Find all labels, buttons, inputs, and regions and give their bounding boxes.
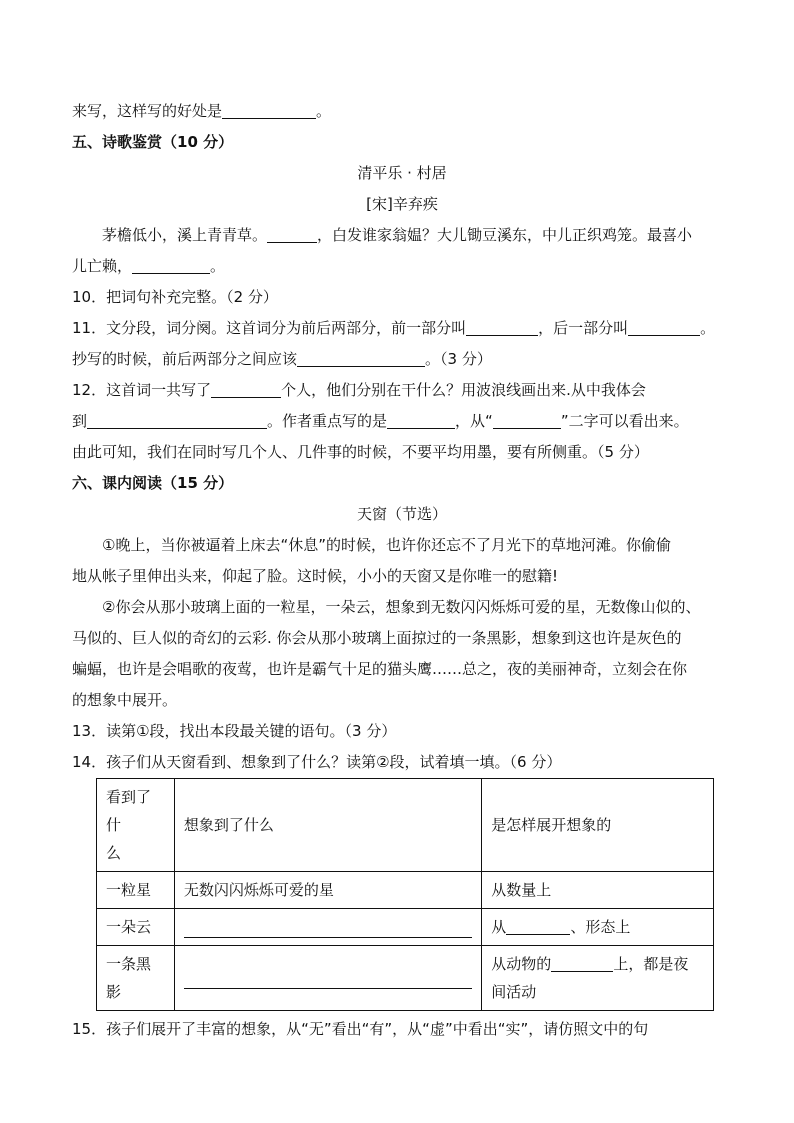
cell-line: 间活动: [491, 983, 537, 1001]
table-cell: 一粒星: [97, 872, 175, 909]
answer-blank[interactable]: [267, 225, 317, 243]
answer-blank[interactable]: [466, 318, 538, 336]
section-heading: 六、课内阅读（15 分）: [72, 474, 234, 492]
answer-blank[interactable]: [297, 349, 425, 367]
question-14: 14．孩子们从天窗看到、想象到了什么？读第②段，试着填一填。（6 分）: [72, 753, 562, 771]
answer-blank[interactable]: [184, 920, 472, 938]
question-11-cont: [72, 344, 732, 375]
table-cell: 一朵云: [97, 909, 175, 946]
text-fragment: 。作者重点写的是: [267, 412, 388, 430]
table-cell: 无数闪闪烁烁可爱的星: [174, 872, 481, 909]
question-13: 13．读第①段，找出本段最关键的语句。（3 分）: [72, 722, 397, 740]
table-row: [97, 909, 714, 946]
answer-blank[interactable]: [387, 411, 455, 429]
answer-blank[interactable]: [87, 411, 267, 429]
paragraph-line: 的想象中展开。: [72, 691, 178, 709]
paragraph-line: 马似的、巨人似的奇幻的云彩. 你会从那小玻璃上面掠过的一条黑影，想象到这也许是灰色的: [72, 629, 682, 647]
text-fragment: 。: [210, 257, 226, 275]
text-fragment: 个人，他们分别在干什么？用波浪线画出来.从中我体会: [281, 381, 646, 399]
header-text: 看到了什: [106, 788, 152, 834]
text-fragment: 。: [700, 319, 716, 337]
question-12-cont: [72, 406, 732, 437]
answer-blank[interactable]: [211, 380, 281, 398]
poem-line: [72, 220, 732, 251]
table-header-row: [97, 779, 714, 872]
text-fragment: ，后一部分叫: [538, 319, 629, 337]
header-text: 么: [106, 844, 122, 862]
text-fragment: ”二字可以看出来。: [560, 412, 689, 430]
text-fragment: ，从“: [455, 412, 493, 430]
reading-title: 天窗（节选）: [356, 505, 447, 523]
table-header-cell: [97, 779, 175, 872]
poem-title: 清平乐 · 村居: [357, 164, 447, 182]
table-row: [97, 872, 714, 909]
answer-table: [96, 778, 714, 1011]
section-heading: 五、诗歌鉴赏（10 分）: [72, 133, 234, 151]
answer-blank[interactable]: [551, 954, 613, 972]
paragraph-line: ①晚上，当你被逼着上床去“休息”的时候，也许你还忘不了月光下的草地河滩。你偷偷: [102, 536, 671, 554]
table-header-cell: 想象到了什么: [174, 779, 481, 872]
table-cell: [482, 946, 714, 1011]
table-row: [97, 946, 714, 1011]
text-fragment: ，白发谁家翁媪？大儿锄豆溪东，中儿正织鸡笼。最喜小: [317, 226, 693, 244]
poem-author: [宋]辛弃疾: [366, 195, 438, 213]
table-cell: 从数量上: [482, 872, 714, 909]
question-10: 10．把词句补充完整。（2 分）: [72, 288, 278, 306]
text-fragment: 茅檐低小，溪上青青草。: [102, 226, 268, 244]
paragraph-line: 蝙蝠，也许是会唱歌的夜莺，也许是霸气十足的猫头鹰……总之，夜的美丽神奇，立刻会在你: [72, 660, 688, 678]
paragraph-line: 地从帐子里伸出头来，仰起了脸。这时候，小小的天窗又是你唯一的慰籍!: [72, 567, 559, 585]
answer-blank[interactable]: [184, 971, 472, 989]
poem-line: [72, 251, 732, 282]
question-15: 15．孩子们展开了丰富的想象，从“无”看出“有”，从“虚”中看出“实”，请仿照文中的句: [72, 1020, 649, 1038]
text-fragment: 、形态上: [570, 918, 631, 936]
text-fragment: 。: [316, 102, 332, 120]
paragraph-line: ②你会从那小玻璃上面的一粒星，一朵云，想象到无数闪闪烁烁可爱的星，无数像山似的、: [102, 598, 701, 616]
question-12-cont: 由此可知，我们在同时写几个人、几件事的时候，不要平均用墨，要有所侧重。（5 分）: [72, 443, 649, 461]
text-fragment: 到: [72, 412, 88, 430]
exam-page: [72, 96, 732, 1045]
table-cell: [174, 946, 481, 1011]
answer-blank[interactable]: [132, 256, 210, 274]
text-line: [72, 96, 732, 127]
answer-blank[interactable]: [506, 917, 570, 935]
cell-line: [491, 950, 704, 978]
table-cell: 一条黑影: [97, 946, 175, 1011]
text-fragment: 从动物的: [491, 955, 552, 973]
text-fragment: 儿亡赖，: [72, 257, 133, 275]
table-header-cell: 是怎样展开想象的: [482, 779, 714, 872]
table-cell: [482, 909, 714, 946]
text-fragment: 12．这首词一共写了: [72, 381, 212, 399]
answer-blank[interactable]: [628, 318, 700, 336]
text-fragment: 抄写的时候，前后两部分之间应该: [72, 350, 298, 368]
table-cell: [174, 909, 481, 946]
question-11: [72, 313, 732, 344]
text-fragment: 。（3 分）: [425, 350, 492, 368]
text-fragment: 11．文分段，词分阕。这首词分为前后两部分，前一部分叫: [72, 319, 467, 337]
text-fragment: 从: [491, 918, 507, 936]
answer-blank[interactable]: [222, 101, 316, 119]
text-fragment: 上，都是夜: [613, 955, 689, 973]
answer-blank[interactable]: [493, 411, 561, 429]
question-12: [72, 375, 732, 406]
text-fragment: 来写，这样写的好处是: [72, 102, 223, 120]
